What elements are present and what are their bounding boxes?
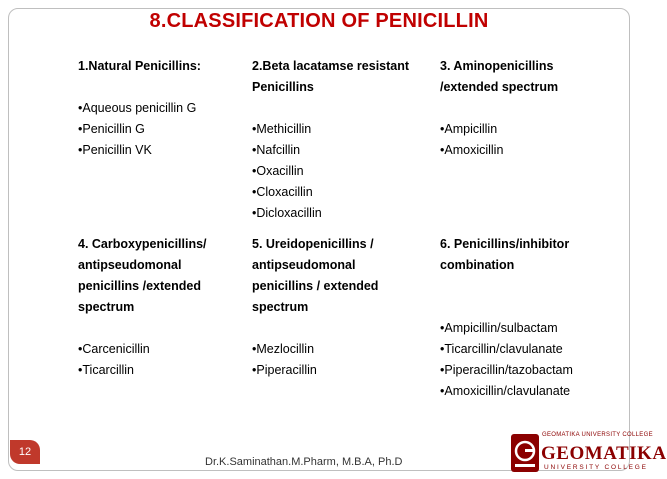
cell-heading: spectrum — [252, 300, 309, 314]
cell-heading: spectrum — [78, 300, 135, 314]
cell-heading: 6. Penicillins/inhibitor — [440, 237, 570, 251]
list-item: •Ticarcillin — [78, 363, 134, 377]
list-item: •Penicillin G — [78, 122, 145, 136]
logo-name: GEOMATIKA — [541, 443, 667, 464]
logo-top-text: GEOMATIKA UNIVERSITY COLLEGE — [542, 432, 653, 438]
cell-ureidopenicillins — [252, 234, 430, 381]
list-item: •Ampicillin/sulbactam — [440, 321, 558, 335]
logo-subtext: UNIVERSITY COLLEGE — [544, 464, 648, 471]
list-item: •Carcenicillin — [78, 342, 150, 356]
cell-heading: 1.Natural Penicillins: — [78, 59, 201, 73]
list-item: •Mezlocillin — [252, 342, 315, 356]
college-logo — [510, 432, 667, 476]
list-item: •Oxacillin — [252, 164, 304, 178]
cell-heading: Penicillins — [252, 80, 314, 94]
cell-heading: /extended spectrum — [440, 80, 559, 94]
list-item: •Dicloxacillin — [252, 206, 322, 220]
cell-heading: 5. Ureidopenicillins / — [252, 237, 374, 251]
footer-author: Dr.K.Saminathan.M.Pharm, M.B.A, Ph.D — [205, 456, 403, 468]
list-item: •Piperacillin — [252, 363, 317, 377]
list-item: •Amoxicillin — [440, 143, 504, 157]
cell-aminopenicillins — [440, 56, 630, 161]
list-item: •Ticarcillin/clavulanate — [440, 342, 563, 356]
list-item: •Ampicillin — [440, 122, 498, 136]
cell-heading: antipseudomonal — [78, 258, 182, 272]
cell-heading: penicillins /extended — [78, 279, 201, 293]
cell-heading: 2.Beta lacatamse resistant — [252, 59, 410, 73]
logo-emblem-icon — [510, 432, 540, 474]
cell-heading: 4. Carboxypenicillins/ — [78, 237, 207, 251]
list-item: •Cloxacillin — [252, 185, 313, 199]
slide-title: 8.CLASSIFICATION OF PENICILLIN — [149, 10, 489, 32]
list-item: •Aqueous penicillin G — [78, 101, 197, 115]
page-number: 12 — [10, 440, 40, 464]
cell-heading: penicillins / extended — [252, 279, 379, 293]
list-item: •Methicillin — [252, 122, 312, 136]
cell-heading: antipseudomonal — [252, 258, 356, 272]
cell-inhibitor-combination — [440, 234, 630, 402]
list-item: •Nafcillin — [252, 143, 301, 157]
cell-heading: 3. Aminopenicillins — [440, 59, 554, 73]
list-item: •Penicillin VK — [78, 143, 152, 157]
cell-carboxypenicillins — [78, 234, 248, 381]
list-item: •Amoxicillin/clavulanate — [440, 384, 571, 398]
list-item: •Piperacillin/tazobactam — [440, 363, 573, 377]
cell-beta-lactamase-resistant — [252, 56, 430, 224]
cell-natural-penicillins — [78, 56, 248, 161]
cell-heading: combination — [440, 258, 515, 272]
